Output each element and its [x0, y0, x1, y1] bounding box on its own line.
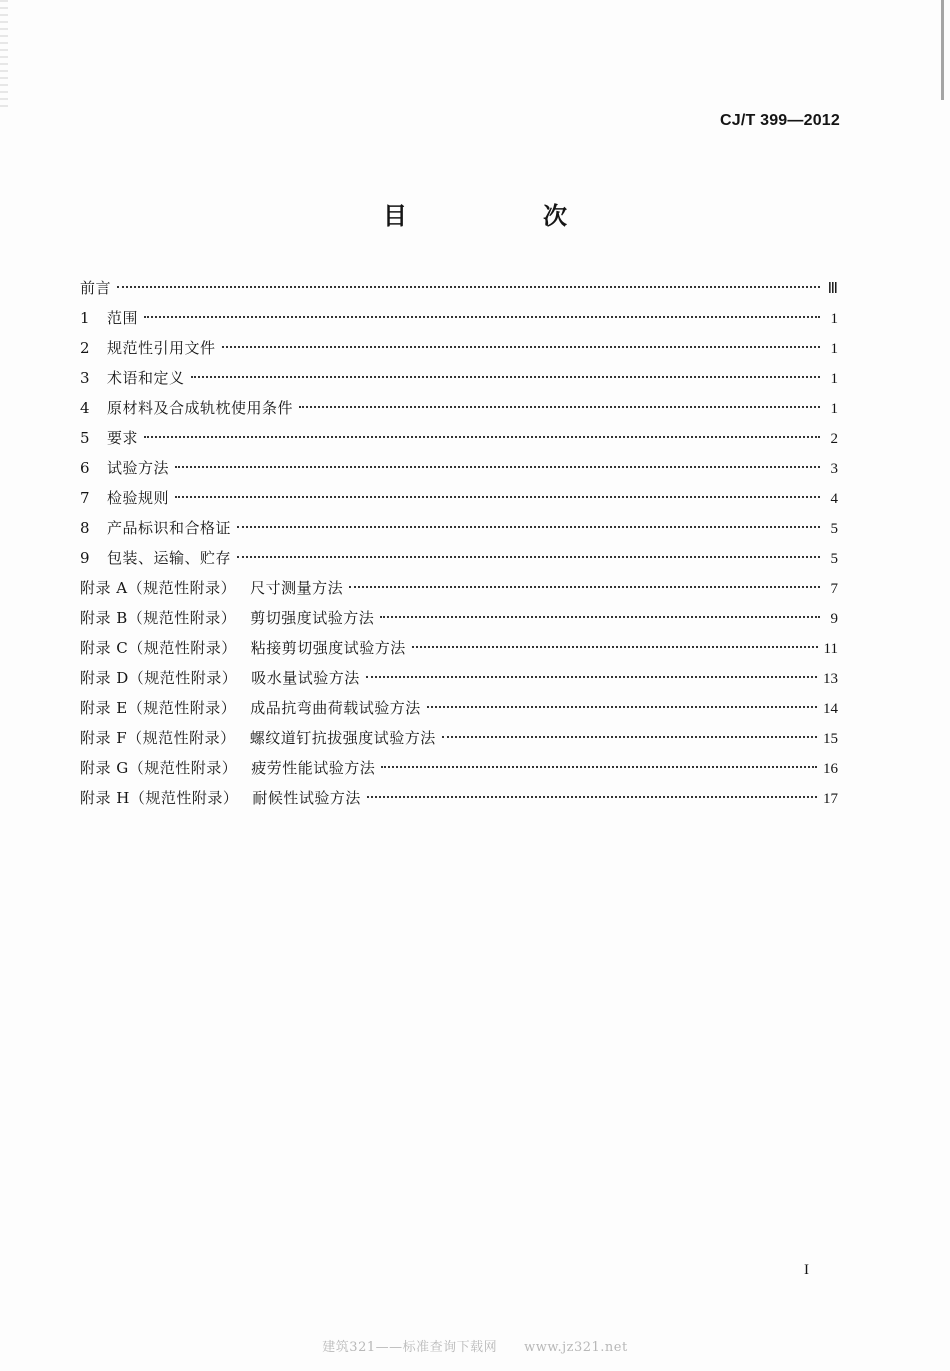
site-watermark: 建筑321——标准查询下载网 www.jz321.net	[322, 1340, 628, 1355]
toc-dot-leader	[222, 346, 820, 348]
toc-entry-annex-title: 吸水量试验方法	[251, 669, 360, 687]
toc-entry-page: 15	[823, 731, 838, 747]
page-number: I	[804, 1262, 809, 1278]
toc-entry[interactable]	[80, 606, 838, 636]
toc-dot-leader	[117, 286, 820, 288]
toc-entry-annex-title: 粘接剪切强度试验方法	[250, 639, 406, 657]
toc-entry-number: 7	[80, 489, 90, 507]
table-of-contents	[80, 276, 838, 816]
toc-dot-leader	[412, 646, 818, 648]
toc-entry-page: 5	[830, 551, 838, 567]
toc-dot-leader	[237, 526, 820, 528]
toc-entry-page: 14	[823, 701, 838, 717]
toc-entry-label: 要求	[107, 429, 139, 447]
toc-dot-leader	[144, 316, 820, 318]
toc-entry-number: 4	[80, 399, 90, 417]
toc-entry-page: 1	[830, 401, 838, 417]
toc-entry-number: 8	[80, 519, 90, 537]
toc-entry[interactable]	[80, 666, 838, 696]
toc-entry[interactable]	[80, 726, 838, 756]
toc-entry-label: 附录 E（规范性附录）	[80, 699, 237, 717]
toc-entry-number: 2	[80, 339, 90, 357]
toc-entry-page: 1	[830, 341, 838, 357]
toc-entry-page: Ⅲ	[827, 281, 838, 297]
scan-edge-right	[941, 0, 944, 100]
toc-dot-leader	[237, 556, 820, 558]
toc-entry-label: 前言	[80, 279, 112, 297]
toc-dot-leader	[366, 676, 817, 678]
toc-entry-annex-title: 耐候性试验方法	[252, 789, 361, 807]
toc-entry-page: 5	[830, 521, 838, 537]
toc-dot-leader	[191, 376, 820, 378]
toc-dot-leader	[299, 406, 820, 408]
toc-entry[interactable]	[80, 336, 838, 366]
toc-entry-number: 9	[80, 549, 90, 567]
toc-entry-annex-title: 疲劳性能试验方法	[251, 759, 376, 777]
toc-entry-page: 16	[823, 761, 838, 777]
toc-entry-page: 1	[830, 311, 838, 327]
toc-entry-label: 包装、运输、贮存	[107, 549, 232, 567]
toc-entry-label: 附录 G（规范性附录）	[80, 759, 238, 777]
toc-entry-page: 2	[830, 431, 838, 447]
toc-entry[interactable]	[80, 456, 838, 486]
toc-entry-label: 附录 D（规范性附录）	[80, 669, 238, 687]
toc-entry-page: 7	[830, 581, 838, 597]
toc-entry-label: 原材料及合成轨枕使用条件	[107, 399, 294, 417]
toc-entry[interactable]	[80, 306, 838, 336]
toc-entry-page: 13	[823, 671, 838, 687]
toc-title: 目 次	[383, 202, 623, 230]
toc-entry[interactable]	[80, 636, 838, 666]
toc-dot-leader	[175, 496, 820, 498]
toc-entry-page: 17	[823, 791, 838, 807]
standard-code: CJ/T 399—2012	[719, 112, 840, 129]
toc-entry-label: 产品标识和合格证	[107, 519, 232, 537]
toc-entry[interactable]	[80, 276, 838, 306]
toc-entry[interactable]	[80, 576, 838, 606]
toc-entry-label: 规范性引用文件	[107, 339, 216, 357]
toc-entry-page: 3	[830, 461, 838, 477]
toc-dot-leader	[381, 766, 817, 768]
toc-entry-label: 附录 B（规范性附录）	[80, 609, 237, 627]
toc-entry[interactable]	[80, 516, 838, 546]
toc-entry-page: 9	[830, 611, 838, 627]
toc-entry[interactable]	[80, 366, 838, 396]
toc-entry-label: 术语和定义	[107, 369, 185, 387]
toc-entry[interactable]	[80, 756, 838, 786]
toc-dot-leader	[367, 796, 817, 798]
toc-entry-label: 检验规则	[107, 489, 170, 507]
toc-entry[interactable]	[80, 426, 838, 456]
toc-entry-number: 1	[80, 309, 90, 327]
toc-entry-annex-title: 螺纹道钉抗拔强度试验方法	[249, 729, 436, 747]
toc-entry-number: 3	[80, 369, 90, 387]
toc-entry-annex-title: 成品抗弯曲荷载试验方法	[250, 699, 421, 717]
toc-dot-leader	[144, 436, 820, 438]
toc-entry-label: 附录 A（规范性附录）	[80, 579, 237, 597]
toc-entry[interactable]	[80, 396, 838, 426]
toc-dot-leader	[427, 706, 817, 708]
toc-dot-leader	[175, 466, 820, 468]
toc-entry-number: 5	[80, 429, 90, 447]
toc-entry-page: 4	[830, 491, 838, 507]
toc-entry[interactable]	[80, 486, 838, 516]
toc-entry[interactable]	[80, 546, 838, 576]
toc-entry-label: 试验方法	[107, 459, 170, 477]
toc-entry-label: 附录 C（规范性附录）	[80, 639, 237, 657]
toc-entry-label: 附录 H（规范性附录）	[80, 789, 239, 807]
toc-entry-annex-title: 剪切强度试验方法	[250, 609, 375, 627]
toc-entry-label: 附录 F（规范性附录）	[80, 729, 236, 747]
toc-entry[interactable]	[80, 786, 838, 816]
scan-edge-left	[0, 0, 8, 110]
toc-dot-leader	[380, 616, 820, 618]
toc-entry-number: 6	[80, 459, 90, 477]
toc-entry-page: 11	[823, 641, 838, 657]
toc-entry[interactable]	[80, 696, 838, 726]
toc-dot-leader	[349, 586, 820, 588]
toc-entry-annex-title: 尺寸测量方法	[250, 579, 344, 597]
toc-dot-leader	[442, 736, 817, 738]
toc-entry-page: 1	[830, 371, 838, 387]
toc-entry-label: 范围	[107, 309, 139, 327]
